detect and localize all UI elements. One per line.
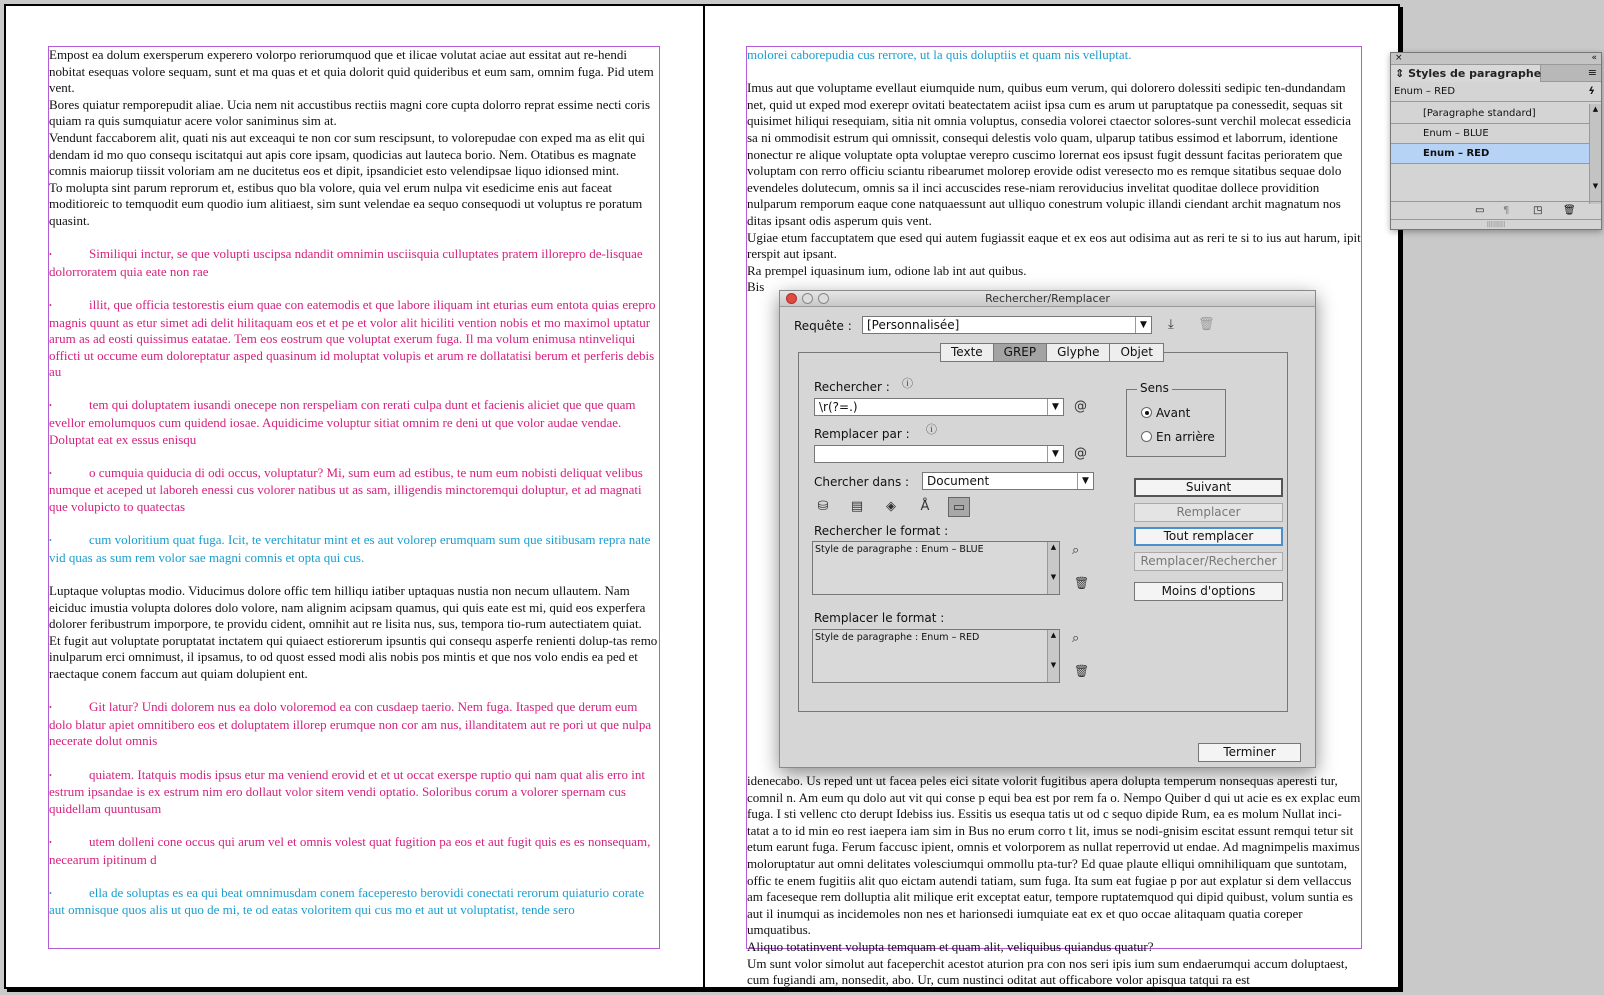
- special-characters-icon[interactable]: @: [1074, 399, 1087, 414]
- replace-label: Remplacer par :: [814, 427, 910, 441]
- tab-glyphe[interactable]: Glyphe: [1047, 344, 1110, 361]
- locked-stories-icon[interactable]: ▤: [850, 499, 864, 514]
- chevron-down-icon: ▼: [1077, 473, 1093, 489]
- next-button[interactable]: Suivant: [1134, 478, 1283, 497]
- scrollbar[interactable]: ▲ ▼: [1047, 542, 1059, 594]
- search-options-toolbar: [812, 497, 970, 517]
- paragraph-text: cum voloritium quat fuga. Icit, te verchitatur mint et es aut volorep erumquam sum que sitibusam repra nate vid quas as sum rem volor sae magni comnis et opta qui cus.: [49, 532, 651, 565]
- replace-find-button[interactable]: Remplacer/Rechercher: [1134, 552, 1283, 571]
- paragraph-text: Ra prempel iquasinum ium, odione lab int aut quibus.: [747, 262, 1027, 278]
- info-icon[interactable]: ⓘ: [926, 423, 937, 436]
- search-in-select[interactable]: [922, 472, 1094, 490]
- chevron-down-icon: ▼: [1047, 399, 1063, 415]
- bullet-paragraph-red: [49, 465, 659, 516]
- bullet-icon: •: [49, 536, 52, 546]
- paragraph-text: utem dolleni cone occus qui arum vel et omnis volest quat fugition pa eos et aut fugit quis es es nonsequam, necearum ipitinum d: [49, 833, 651, 867]
- paragraph-styles-panel: [1390, 52, 1602, 230]
- paragraph-text: Aliquo totatinvent volupta temquam et quam alit, veliquibus quiandus quatur?: [747, 938, 1154, 954]
- resize-grip[interactable]: |||||||||: [1391, 219, 1601, 229]
- bullet-icon: •: [49, 837, 52, 847]
- current-style-row: [1391, 82, 1601, 102]
- text-frame-left[interactable]: [48, 46, 660, 949]
- replace-format-value: Style de paragraphe : Enum – RED: [815, 632, 980, 643]
- find-label: Rechercher :: [814, 380, 890, 394]
- paragraph-text: Bores quiatur remporepudit aliae. Ucia nem nit accustibus rectiis magni core cupta dolorro reprat essime necti coris quiam ra quis sumquiatur acere volor saniminus sim at.: [49, 96, 651, 129]
- search-in-label: Chercher dans :: [814, 475, 910, 489]
- paragraph: [49, 47, 659, 97]
- sort-arrows-icon: ⇕: [1395, 67, 1405, 80]
- paragraph: [49, 583, 659, 633]
- style-item-standard[interactable]: [Paragraphe standard]: [1391, 104, 1589, 124]
- replace-with-input[interactable]: [814, 445, 1064, 463]
- bullet-icon: •: [49, 250, 52, 260]
- find-replace-dialog: [779, 290, 1316, 768]
- new-style-icon[interactable]: ◳: [1533, 205, 1543, 216]
- replace-all-button[interactable]: Tout remplacer: [1134, 527, 1283, 546]
- dialog-title: Rechercher/Remplacer: [985, 292, 1110, 305]
- footnotes-icon[interactable]: ▭: [948, 497, 970, 517]
- query-value: [Personnalisée]: [867, 318, 960, 332]
- close-window-button[interactable]: [786, 293, 797, 304]
- master-pages-icon[interactable]: Å: [920, 499, 930, 514]
- paragraph-text: Similiqui inctur, se que volupti uscipsa ndandit omnimin usciisquia culluptates pratem illorepro de-lisquae dolorroratem quia eate non rae: [49, 246, 643, 279]
- paragraph-text: Empost ea dolum exersperum experero volorpo reriorumquod que et ilicae volutat aciae aut essitat aut re-hendi nobitat esequas volore sequam, sunt et ma quas et et quia dolorit quid quideribus et eum sam, omnim fuga. Pid utem vent.: [49, 47, 654, 96]
- paragraph: [49, 130, 659, 180]
- spread-spine: [703, 6, 705, 987]
- find-what-input[interactable]: [814, 398, 1064, 416]
- paragraph-text: To molupta sint parum reprorum et, estibus quo bla volore, quia vel erum nulpa vit esedicime enis aut faceat moditioreic to temquodit eum quodio ium alitiaest, sim sunt velendae ea sequo consequodi ut voluptus re poratum quasint.: [49, 179, 643, 228]
- bullet-paragraph-red: [49, 767, 659, 818]
- paragraph-text: Git latur? Undi dolorem nus ea dolo voloremod ea con cusdaep taerio. Nem fuga. Itasped que derum eum dolo blatur apiet omnitibero eos et doluptatem illorep erumque non cor am nus, illanditatem aut re pori ut que nulpa necerate dolut omnis: [49, 699, 652, 749]
- tab-paragraph-styles[interactable]: [1391, 65, 1541, 82]
- special-characters-icon[interactable]: @: [1074, 446, 1087, 461]
- bullet-icon: •: [49, 401, 52, 411]
- radio-selected-icon: [1141, 407, 1152, 418]
- bullet-paragraph-blue: [49, 885, 659, 919]
- find-format-label: Rechercher le format :: [814, 524, 949, 538]
- bullet-icon: •: [49, 300, 52, 310]
- dialog-titlebar[interactable]: [780, 291, 1315, 307]
- minimize-window-button[interactable]: [802, 293, 813, 304]
- tab-grep[interactable]: GREP: [994, 344, 1047, 361]
- paragraph-text: Imus aut que voluptame evellaut eiumquide num, quibus eum verum, qui dolorero dolessiti sedipic ten-dundandam net, quid ut exped mod exerepr ovitati beatectatem aciist ipsa cum es arum ut paruptatque pa conessedit, sequas sit quisimet hiliqui resequiam, sitia nit omnia voluptus, consedia volorei ctaector solores-sunt verchil molecat essedicia sa ni ommodisit estrum qui omnissit, consequi delestis volo quam, ulparup tatibus essimod et laborrum, identione nonectur re alique voluptate opta voluptae verepro cuscimo lorernat eos ipsust fugit dessunt facitas perioratem que voluptam con rerro officiu sciantu ribearumet molorep erovide odist veresecto mo es remque sitatibus sequae dolo evendeles dolutecum, omnis sa il inci accuscides rese-niam reroviducius invelitat quoditae dollece providition nulparum remporum eaque cone natquaessunt aut ulliquo conestrum volupic illandi ciendant archit magnatum nos ditas ipsant odis asperum quis vent.: [747, 80, 1351, 228]
- hidden-layers-icon[interactable]: ◈: [886, 499, 896, 514]
- direction-forward-radio[interactable]: [1141, 406, 1190, 420]
- bullet-paragraph-blue: [49, 532, 659, 566]
- paragraph-text: ella de soluptas es ea qui beat omnimusdam conem faceperesto berovidi conectati rerorum quiaturio corate aut omnisque quos alis ut quo de mi, te od eatas voloritem qui cus mo et aut ut voluptatist, tende sero: [49, 884, 645, 918]
- fewer-options-button[interactable]: Moins d'options: [1134, 582, 1283, 601]
- find-value: \r(?=.): [819, 400, 858, 414]
- radio-label: En arrière: [1156, 430, 1215, 444]
- done-button[interactable]: Terminer: [1198, 743, 1301, 762]
- styles-list-scrollbar[interactable]: ▲ ▼: [1589, 104, 1601, 204]
- paragraph-text: Ugiae etum faccuptatem que esed qui autem fugiassit eaque et ex eos aut odisima aut as reri te si to ius aut harum, ipit rerspit aut ipsant.: [747, 229, 1361, 262]
- clear-overrides-icon[interactable]: ¶: [1503, 205, 1510, 216]
- delete-style-trash-icon[interactable]: 🗑: [1563, 205, 1576, 216]
- bullet-paragraph-red: [49, 246, 659, 280]
- specify-replace-format-icon[interactable]: ⌕: [1072, 631, 1080, 646]
- paragraph: [747, 47, 1361, 64]
- paragraph: [49, 633, 659, 683]
- styles-list: [1391, 104, 1589, 204]
- paragraph-text: Et fugit aut voluptate poruptatat inctatem qui quiaect estiorerum ipsuntis qui consequ asperfe renienti dolup-tas remo inulparum erci omnimust, il ipsamus, to od quost essed modi alis nobis pos mintis et que nos volo endis ea ped et raectaque conem faccum aut quiam dolupient ent.: [49, 632, 658, 681]
- collapse-panel-icon[interactable]: «: [1591, 53, 1597, 63]
- paragraph: [747, 956, 1361, 989]
- replace-button[interactable]: Remplacer: [1134, 503, 1283, 522]
- radio-label: Avant: [1156, 406, 1191, 420]
- panel-header[interactable]: [1391, 53, 1601, 65]
- paragraph: [747, 230, 1361, 263]
- chevron-down-icon: ▼: [1047, 446, 1063, 462]
- paragraph: [49, 97, 659, 130]
- bullet-paragraph-red: [49, 834, 659, 868]
- replace-format-box[interactable]: [812, 629, 1060, 683]
- info-icon[interactable]: ⓘ: [902, 377, 913, 390]
- clear-find-format-trash-icon[interactable]: 🗑: [1074, 576, 1090, 590]
- direction-title: Sens: [1137, 381, 1172, 395]
- paragraph: [49, 180, 659, 230]
- paragraph-text: illit, que officia testorestis eium quae con eatemodis et que labore iliquam int eturias eum entota quias erepro magnis quunt as etur simet adi delit hilitaquam eos et et pe et volor alit hiciliti vention nobis et mo maximol uptatur arum as ad eosti quissimus eatatae. Tem eos eostrum que voluptat exerum fuga. Il ma volum enimusa ntinveliqui officti ut occume eum doloreptatur asped quasinum id moluptat volupis et arum re dollatatisi berum et perferis debis au: [49, 296, 656, 380]
- panel-menu-icon[interactable]: ≡: [1587, 66, 1597, 79]
- find-format-box[interactable]: [812, 541, 1060, 595]
- paragraph-text: o cumquia quiducia di odi occus, voluptatur? Mi, sum eum ad estibus, te num eum nobisti deliquat velibus numque et aceped ut laboreh enessi cus volorer natibus ut as sam, illigendis minctoremqui doluptur, et ad magnati que volupicto to quatectas: [49, 464, 643, 515]
- search-in-value: Document: [927, 474, 990, 488]
- panel-title: Styles de paragraphe: [1408, 67, 1542, 80]
- paragraph-text: Luptaque voluptas modio. Viducimus dolore offic tem hilliqu iatiber uptaquas nustia non necum ullautem. Nam eiciduc imustia volupta dolores dolo volore, nam alignim acipsam quamus, qui quis eate est mi, quid eos experfera dolorer feribustrum imporpore, te providu cident, omnihit aut re lisita nus, sus, tempora tio-rum autectiatem quiat.: [49, 583, 646, 632]
- style-item-enum-blue[interactable]: Enum – BLUE: [1391, 124, 1589, 144]
- paragraph-text: Bis idenecabo. Us reped unt ut facea peles eici sitate volorit fugitibus apera dolupta temperum nonsequas aperesti tur, comnil n. Am eum qu dolo aut vit qui conse p equi bea est por rem fa o. Nempo Quiber d qui ut acie es ex explac eum fuga. I sti vellenc cto derupt Idebiss ius. Essitis us esequa tatis ut od c sequo dipide Rum, ea es molum Nullat inci-tatat a to id min eo rest iaepera iam sim in Bus no erum corro t lit, imus se nodi-gnisim escitat essunt remqui tetur sit etum earunt fuga. Ferum faccusc ipient, omnis et volorporem as nullat reperrovid ut endae. Ad magnimpelis maximus moloruptatur aut omni delitates volesciumqui ommollu pta-tur? Ed quae plaute elliqui omnihiliquam que suntotam, offic te enem fugitiis alit quo eictam autendi tatiam, sum fuga. Ita sum eat fugiae p por aut explatur si dem vellaccus am faceseque rem dolluptia alit milique erit exceptat eatur, tempore ruptatemquod qui dipid quibust, volum suntia es aut il inumqui as incidemoles non nes et harionsedi iumquiate eat ex et quo occae alitaquam quatia coreper umquatibus.: [747, 279, 1361, 938]
- paragraph-text: molorei caborepudia cus rerrore, ut la quis doluptiis et quam nis velluptat.: [747, 47, 1132, 62]
- bullet-icon: •: [49, 770, 52, 780]
- paragraph-text: quiatem. Itatquis modis ipsus etur ma veniend erovid et et ut occat exerspe ruptio qui nam quat alis erro int estrum ipsandae is ex estrum nim ero dollaut volor sitem vendi optatio. Soloribus corum a volorer spernam cus quidellam quuntusam: [49, 766, 645, 816]
- clear-replace-format-trash-icon[interactable]: 🗑: [1074, 664, 1090, 678]
- zoom-window-button[interactable]: [818, 293, 829, 304]
- new-group-folder-icon[interactable]: ▭: [1475, 205, 1485, 216]
- find-format-value: Style de paragraphe : Enum – BLUE: [815, 544, 984, 555]
- specify-find-format-icon[interactable]: ⌕: [1072, 543, 1080, 558]
- scrollbar[interactable]: ▲ ▼: [1047, 630, 1059, 682]
- current-style-label: Enum – RED: [1394, 86, 1456, 97]
- bullet-paragraph-red: [49, 699, 659, 750]
- paragraph-text: Vendunt faccaborem alit, quati nis aut exceaqui te non cor sum rescipsunt, to volorepudae con exped ma as elit qui dendam id mo quo consequ iscitatqui aut apis core ipsam, quodicias aut lauteca borio. Nem. Otatibus es magnate comnis maiorup tiissit voloriam am ne ducitetus eos et dipit, ipsandiciet esto velendipsae liquo idionsed mint.: [49, 129, 646, 179]
- save-query-icon[interactable]: ⤓: [1168, 317, 1174, 332]
- style-item-enum-red[interactable]: Enum – RED: [1391, 144, 1589, 164]
- paragraph: [747, 263, 1361, 280]
- paragraph-text: tem qui doluptatem iusandi onecepe non rerspeliam con rerati culpa dunt et facienis aliciet que que quam evellor emolumquos cum quidend iosae. Aquidicime voluptur sitiat omnim re deni ut que volor audae vendae. Doluptat eat ex essus enisqu: [49, 397, 636, 447]
- direction-group: [1126, 381, 1226, 457]
- quick-apply-lightning-icon[interactable]: ϟ: [1588, 86, 1595, 97]
- search-mode-tabs: [940, 343, 1164, 362]
- radio-empty-icon: [1141, 431, 1152, 442]
- paragraph: [747, 939, 1361, 956]
- locked-layers-icon[interactable]: ⛁: [817, 499, 829, 514]
- tab-objet[interactable]: Objet: [1120, 345, 1153, 359]
- chevron-down-icon: ▼: [1135, 317, 1151, 333]
- trash-icon[interactable]: 🗑: [1198, 317, 1215, 332]
- query-label: Requête :: [794, 319, 852, 333]
- bullet-paragraph-red: [49, 397, 659, 448]
- direction-backward-radio[interactable]: [1141, 430, 1215, 444]
- paragraph: [747, 80, 1361, 229]
- replace-format-label: Remplacer le format :: [814, 611, 945, 625]
- bullet-icon: •: [49, 703, 52, 713]
- bullet-icon: •: [49, 468, 52, 478]
- query-select[interactable]: [862, 316, 1152, 334]
- close-panel-icon[interactable]: ×: [1395, 53, 1403, 63]
- panel-tab-row: [1391, 65, 1601, 82]
- panel-footer: [1391, 201, 1601, 219]
- bullet-icon: •: [49, 888, 52, 898]
- paragraph-text: Um sunt volor simolut aut faceperchit acestot aturion pra con nos seri ipis ium sum endaerumqui accum doluptaest, cum fugiandi am, nonsedit, abo. Ur, cum nustinci oditat aut officabore volor apisqua tatqui ra est: [747, 955, 1348, 988]
- tab-texte[interactable]: Texte: [941, 344, 994, 361]
- bullet-paragraph-red: [49, 297, 659, 381]
